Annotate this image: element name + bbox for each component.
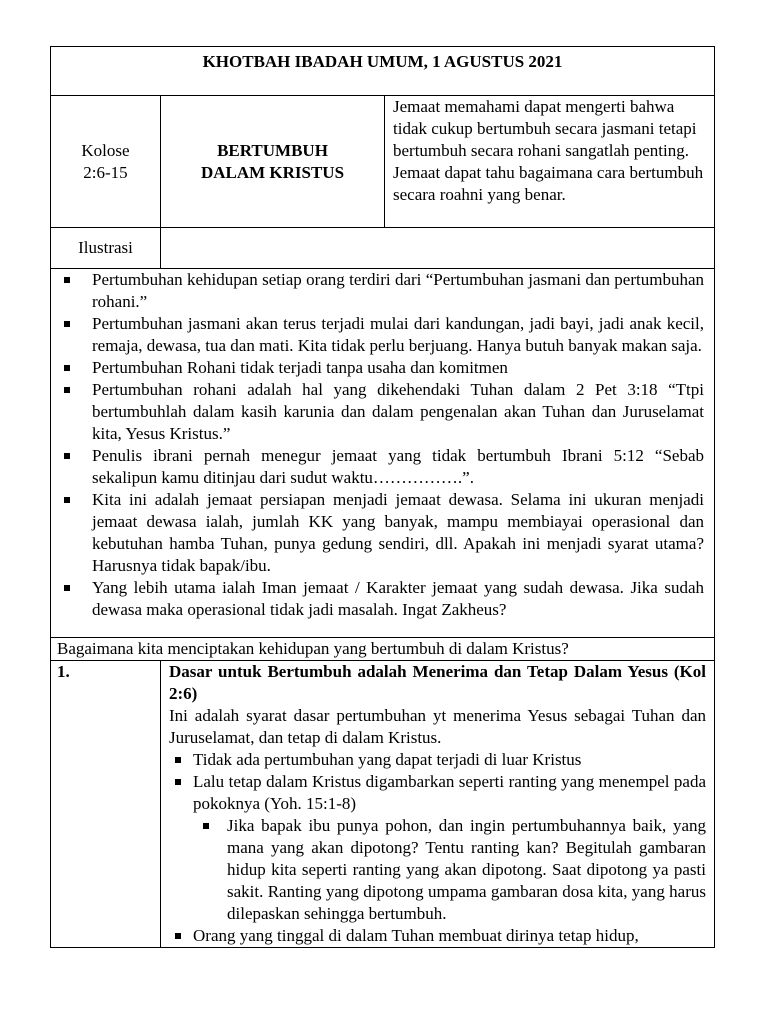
goal-2: Jemaat dapat tahu bagaimana cara bertumbuh secara roahni yang benar. bbox=[393, 163, 704, 204]
point-1-list-continued bbox=[169, 925, 706, 947]
list-item: Pertumbuhan Rohani tidak terjadi tanpa usaha dan komitmen bbox=[57, 357, 704, 379]
list-item: Pertumbuhan jasmani akan terus terjadi mulai dari kandungan, jadi bayi, jadi anak kecil, remaja, dewasa, tua dan mati. Kita tidak perlu berjuang. Hanya butuh banyak makan saja. bbox=[57, 313, 704, 357]
list-item: Tidak ada pertumbuhan yang dapat terjadi di luar Kristus bbox=[169, 749, 706, 771]
theme-line-2: DALAM KRISTUS bbox=[200, 162, 345, 182]
point-1-list bbox=[169, 749, 706, 815]
sermon-theme bbox=[161, 96, 385, 228]
point-1-heading: Dasar untuk Bertumbuh adalah Menerima dan Tetap Dalam Yesus (Kol 2:6) bbox=[169, 662, 706, 703]
intro-list bbox=[57, 269, 704, 621]
list-item: Pertumbuhan kehidupan setiap orang terdiri dari “Pertumbuhan jasmani dan pertumbuhan rohani.” bbox=[57, 269, 704, 313]
illustration-label: Ilustrasi bbox=[51, 228, 161, 269]
scripture-book: Kolose bbox=[81, 140, 130, 160]
scripture-verses: 2:6-15 bbox=[83, 162, 128, 182]
goal-1: Jemaat memahami dapat mengerti bahwa tidak cukup bertumbuh secara jasmani tetapi bertumbuh secara rohani sangatlah penting. bbox=[393, 97, 697, 160]
list-item: Lalu tetap dalam Kristus digambarkan seperti ranting yang menempel pada pokoknya (Yoh. 15:1-8) bbox=[169, 771, 706, 815]
list-item: Orang yang tinggal di dalam Tuhan membuat dirinya tetap hidup, bbox=[169, 925, 706, 947]
sermon-goals bbox=[385, 96, 715, 228]
list-item: Pertumbuhan rohani adalah hal yang dikehendaki Tuhan dalam 2 Pet 3:18 “Ttpi bertumbuhlah dalam kasih karunia dan dalam pengenalan akan Tuhan dan Juruselamat kita, Yesus Kristus.” bbox=[57, 379, 704, 445]
point-1-sublist bbox=[193, 815, 706, 925]
list-item: Penulis ibrani pernah menegur jemaat yang tidak bertumbuh Ibrani 5:12 “Sebab sekalipun kamu ditinjau dari sudut waktu…………….”. bbox=[57, 445, 704, 489]
sermon-table bbox=[50, 46, 715, 948]
document-title: KHOTBAH IBADAH UMUM, 1 AGUSTUS 2021 bbox=[51, 47, 715, 96]
point-1-body: Ini adalah syarat dasar pertumbuhan yt menerima Yesus sebagai Tuhan dan Juruselamat, dan tetap di dalam Kristus. bbox=[169, 706, 706, 747]
theme-line-1: BERTUMBUH bbox=[217, 140, 328, 160]
list-item: Jika bapak ibu punya pohon, dan ingin pertumbuhannya baik, yang mana yang akan dipotong? Tentu ranting kan? Begitulah gambaran hidup kita seperti ranting yang akan dipotong. Saat dipotong ya pasti sakit. Ranting yang dipotong umpama gambaran dosa kita, yang harus dilepaskan sehingga bertumbuh. bbox=[193, 815, 706, 925]
sermon-document bbox=[50, 46, 714, 948]
list-item: Yang lebih utama ialah Iman jemaat / Karakter jemaat yang sudah dewasa. Jika sudah dewasa maka operasional tidak jadi masalah. Ingat Zakheus? bbox=[57, 577, 704, 621]
illustration-content bbox=[161, 228, 715, 269]
scripture-reference bbox=[51, 96, 161, 228]
guiding-question: Bagaimana kita menciptakan kehidupan yang bertumbuh di dalam Kristus? bbox=[51, 638, 715, 661]
intro-section bbox=[51, 269, 715, 638]
list-item: Kita ini adalah jemaat persiapan menjadi jemaat dewasa. Selama ini ukuran menjadi jemaat dewasa ialah, jumlah KK yang banyak, mampu membiayai operasional dan kebutuhan hamba Tuhan, punya gedung sendiri, dll. Apakah ini menjadi syarat utama? Harusnya tidak bapak/ibu. bbox=[57, 489, 704, 577]
point-number: 1. bbox=[51, 661, 161, 948]
point-1-content bbox=[161, 661, 715, 948]
